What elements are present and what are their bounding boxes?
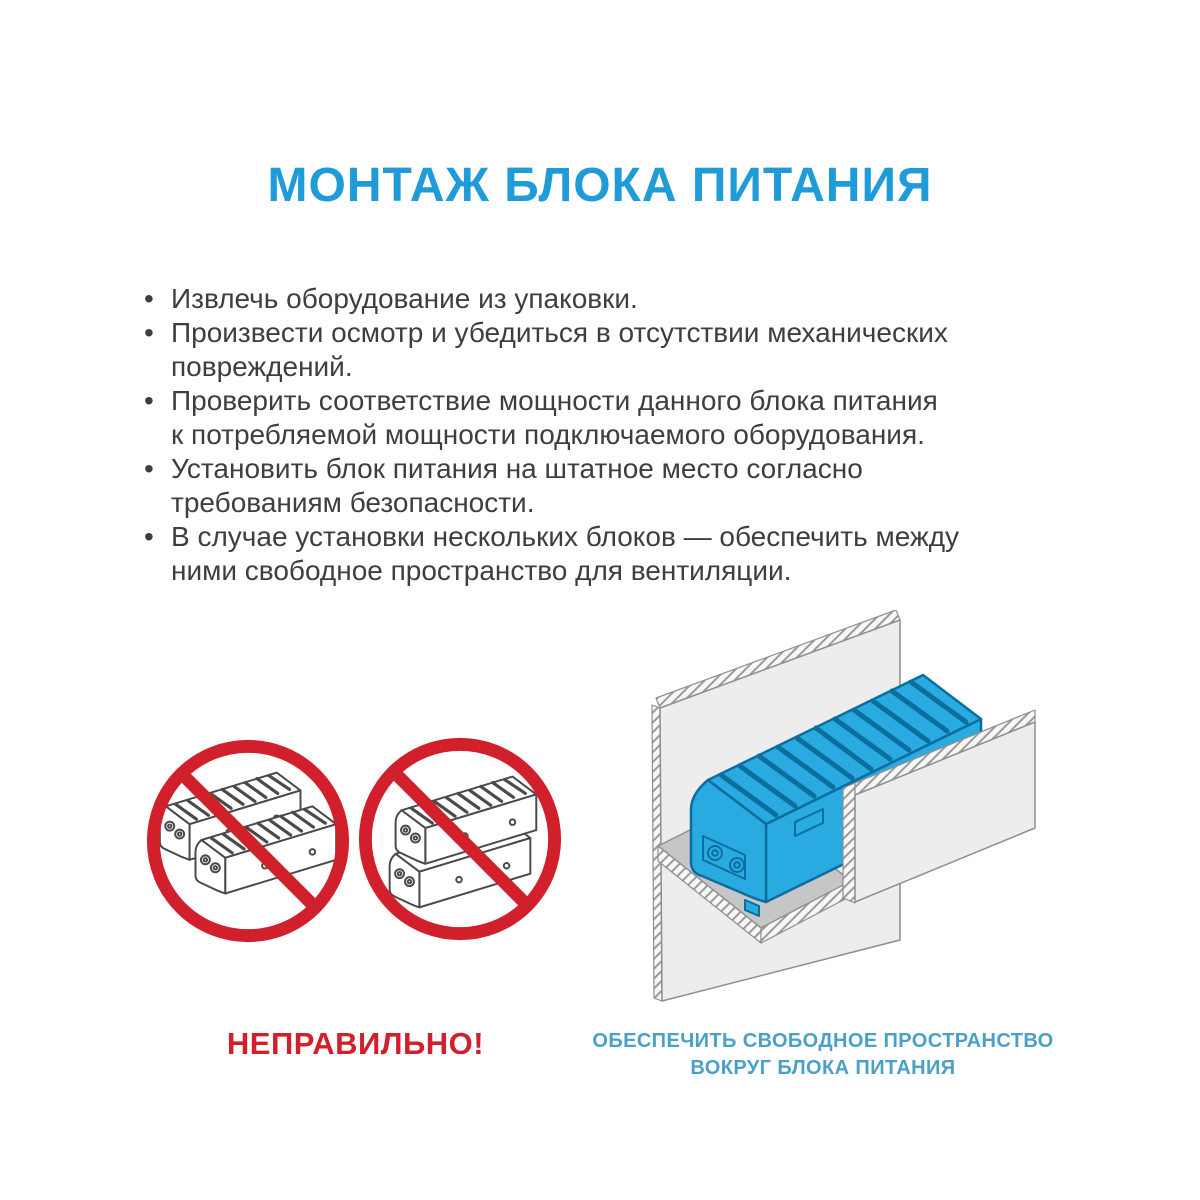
list-item (142, 452, 1072, 520)
list-item (142, 316, 1072, 384)
instruction-line: Извлечь оборудование из упаковки. (171, 283, 638, 314)
bullet-glyph: • (144, 385, 154, 416)
list-item (142, 282, 1072, 316)
prohibited-stacked-figure (352, 731, 568, 947)
instruction-line: ними свободное пространство для вентиляции. (171, 555, 792, 586)
free-space-caption (592, 1028, 1054, 1082)
page-title: МОНТАЖ БЛОКА ПИТАНИЯ (267, 159, 933, 212)
caption-line: ОБЕСПЕЧИТЬ СВОБОДНОЕ ПРОСТРАНСТВО (592, 1030, 1054, 1052)
bullet-glyph: • (144, 521, 154, 552)
instruction-line: Проверить соответствие мощности данного блока питания (171, 385, 938, 416)
prohibited-side-by-side-figure (140, 733, 356, 949)
wrong-label: НЕПРАВИЛЬНО! (226, 1026, 485, 1061)
instruction-line: Установить блок питания на штатное место согласно (171, 453, 863, 484)
list-item (142, 520, 1072, 588)
instruction-list (142, 282, 1072, 588)
caption-line: ВОКРУГ БЛОКА ПИТАНИЯ (690, 1057, 956, 1079)
bullet-glyph: • (144, 317, 154, 348)
list-item (142, 384, 1072, 452)
bullet-glyph: • (144, 283, 154, 314)
instruction-line: В случае установки нескольких блоков — обеспечить между (171, 521, 960, 552)
instruction-line: требованиям безопасности. (171, 487, 535, 518)
bullet-glyph: • (144, 453, 154, 484)
instruction-line: к потребляемой мощности подключаемого оборудования. (171, 419, 925, 450)
instruction-line: Произвести осмотр и убедиться в отсутствии механических (171, 317, 948, 348)
instruction-line: повреждений. (171, 351, 353, 382)
free-space-illustration (645, 610, 1040, 1015)
